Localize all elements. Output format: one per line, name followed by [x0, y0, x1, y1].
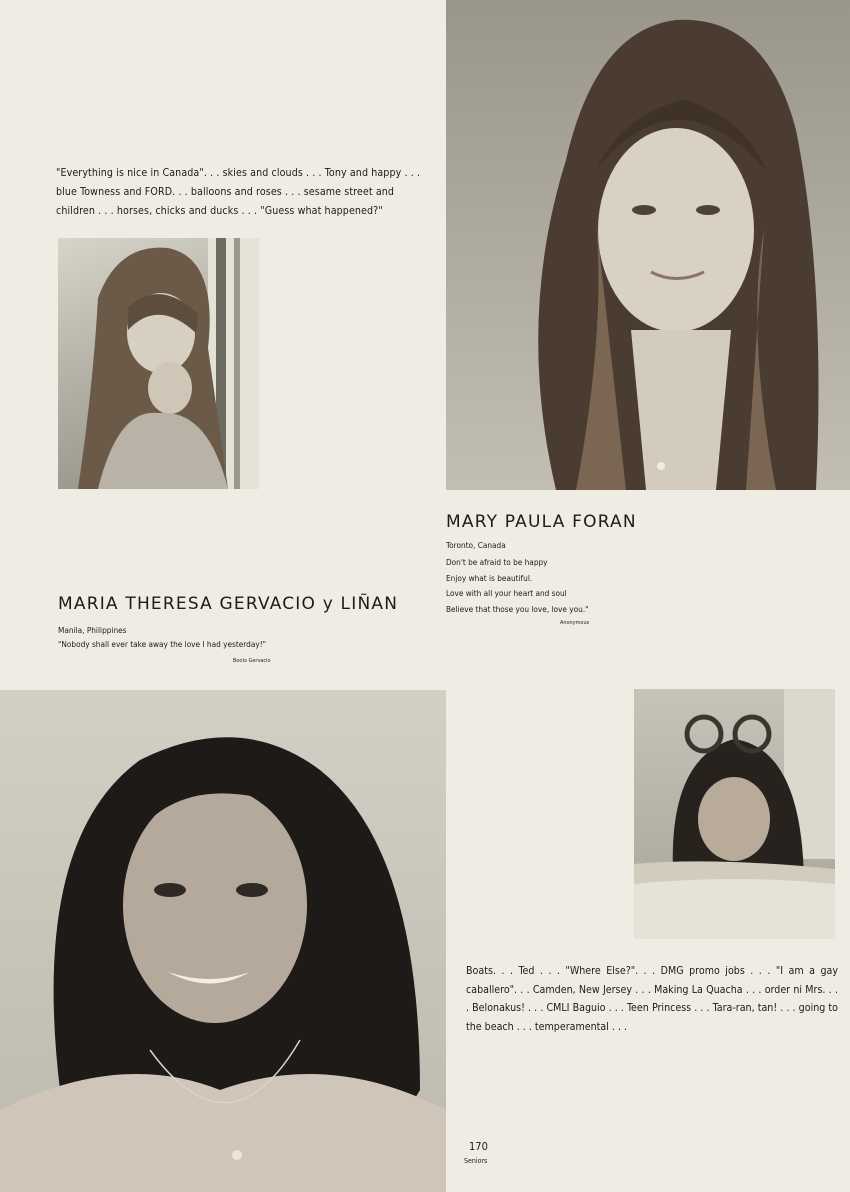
section-label: Seniors	[464, 1157, 488, 1165]
bleed-through-text	[180, 516, 185, 534]
mary-portrait-photo	[446, 0, 850, 490]
maria-quote: Boats. . . Ted . . . "Where Else?". . . DMG promo jobs . . . "I am a gay caballero". . . Camden, New Jersey . . . Making La Quacha . . . order ni Mrs. . . . Belonakus! . . . CMLI Baguio . . . Teen Princess . . . Tara-ran, tan! . . . going to the beach . . . temperamental . . .	[466, 965, 838, 1033]
maria-motto: "Nobody shall ever take away the love I had yesterday!"	[58, 639, 267, 649]
maria-candid-photo	[634, 689, 835, 939]
mary-quote: "Everything is nice in Canada". . . skies and clouds . . . Tony and happy . . . blue Towness and FORD. . . balloons and roses . . . sesame street and children . . . horses, chicks and ducks . . . "Guess what happened?"	[56, 167, 421, 217]
maria-portrait-photo	[0, 690, 446, 1192]
maria-attribution: Boots Gervacio	[233, 658, 271, 664]
page-number: 170	[469, 1140, 488, 1153]
mary-motto-line: Don't be afraid to be happy	[446, 557, 548, 567]
mary-motto-line: Love with all your heart and soul	[446, 588, 567, 598]
mary-attribution: Anonymous	[560, 620, 590, 626]
mary-motto-line: Believe that those you love, love you."	[446, 603, 589, 614]
maria-name: MARIA THERESA GERVACIO y LIÑAN	[58, 594, 399, 614]
mary-candid-photo	[58, 238, 259, 489]
mary-motto	[446, 555, 589, 617]
mary-name: MARY PAULA FORAN	[446, 512, 637, 532]
maria-location: Manila, Philippines	[58, 625, 127, 635]
mary-motto-line: Enjoy what is beautiful.	[446, 572, 533, 583]
mary-location: Toronto, Canada	[446, 540, 506, 550]
